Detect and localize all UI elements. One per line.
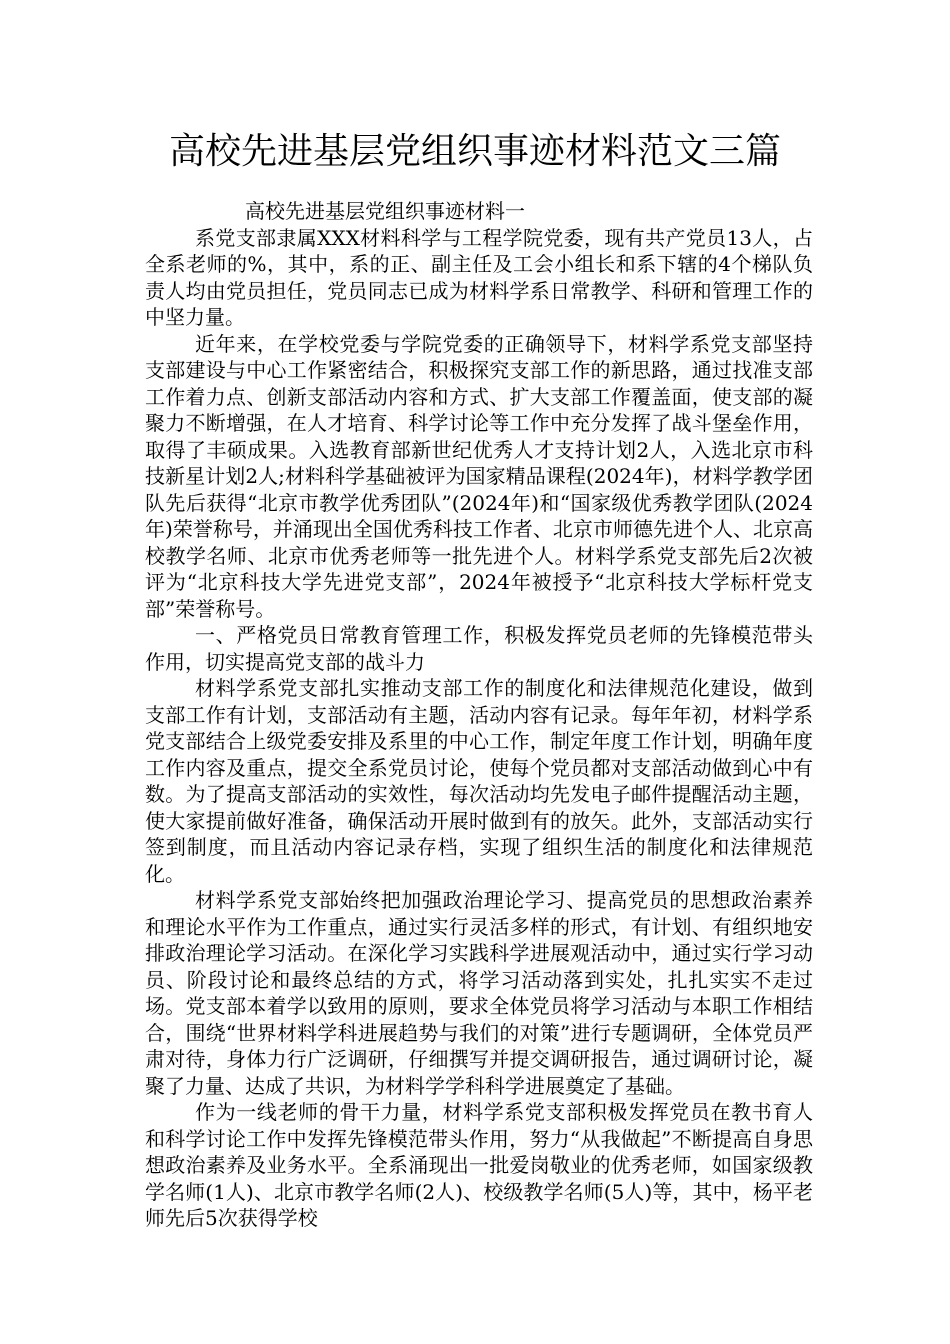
document-title: 高校先进基层党组织事迹材料范文三篇 [168,131,781,172]
section-subtitle: 高校先进基层党组织事迹材料一 [245,199,525,223]
paragraph-system-building: 材料学系党支部扎实推动支部工作的制度化和法律规范化建设，做到支部工作有计划，支部活动有主题，活动内容有记录。每年年初，材料学系党支部结合上级党委安排及系里的中心工作，制定年度工作计划，明确年度工作内容及重点，提交全系党员讨论，使每个党员都对支部活动做到心中有数。为了提高支部活动的实效性，每次活动均先发电子邮件提醒活动主题，使大家提前做好准备，确保活动开展时做到有的放矢。此外，支部活动实行签到制度，而且活动内容记录存档，实现了组织生活的制度化和法律规范化。 [145,676,813,886]
paragraph-intro: 系党支部隶属XXX材料科学与工程学院党委，现有共产党员13人，占全系老师的%，其中，系的正、副主任及工会小组长和系下辖的4个梯队负责人均由党员担任，党员同志已成为材料学系日常教学、科研和管理工作的中坚力量。 [145,225,813,329]
paragraph-political-study: 材料学系党支部始终把加强政治理论学习、提高党员的思想政治素养和理论水平作为工作重点，通过实行灵活多样的形式，有计划、有组织地安排政治理论学习活动。在深化学习实践科学进展观活动中，通过实行学习动员、阶段讨论和最终总结的方式，将学习活动落到实处，扎扎实实不走过场。党支部本着学以致用的原则，要求全体党员将学习活动与本职工作相结合，围绕“世界材料学科进展趋势与我们的对策”进行专题调研，全体党员严肃对待，身体力行广泛调研，仔细撰写并提交调研报告，通过调研讨论，凝聚了力量、达成了共识，为材料学学科科学进展奠定了基础。 [145,888,813,1098]
paragraph-vanguard-role: 作为一线老师的骨干力量，材料学系党支部积极发挥党员在教书育人和科学讨论工作中发挥先锋模范带头作用，努力“从我做起”不断提高自身思想政治素养及业务水平。全系涌现出一批爱岗敬业的优秀老师，如国家级教学名师(1人)、北京市教学名师(2人)、校级教学名师(5人)等，其中，杨平老师先后5次获得学校 [145,1100,813,1230]
paragraph-achievements: 近年来，在学校党委与学院党委的正确领导下，材料学系党支部坚持支部建设与中心工作紧密结合，积极探究支部工作的新思路，通过找准支部工作着力点、创新支部活动内容和方式、扩大支部工作覆盖面，使支部的凝聚力不断增强，在人才培育、科学讨论等工作中充分发挥了战斗堡垒作用，取得了丰硕成果。入选教育部新世纪优秀人才支持计划2人，入选北京市科技新星计划2人;材料科学基础被评为国家精品课程(2024年)，材料学教学团队先后获得“北京市教学优秀团队”(2024年)和“国家级优秀教学团队(2024年)荣誉称号，并涌现出全国优秀科技工作者、北京市师德先进个人、北京高校教学名师、北京市优秀老师等一批先进个人。材料学系党支部先后2次被评为“北京科技大学先进党支部”，2024年被授予“北京科技大学标杆党支部”荣誉称号。 [145,331,813,621]
document-body [145,198,813,1232]
section-heading-1: 一、严格党员日常教育管理工作，积极发挥党员老师的先锋模范带头作用，切实提高党支部的战斗力 [145,623,813,674]
